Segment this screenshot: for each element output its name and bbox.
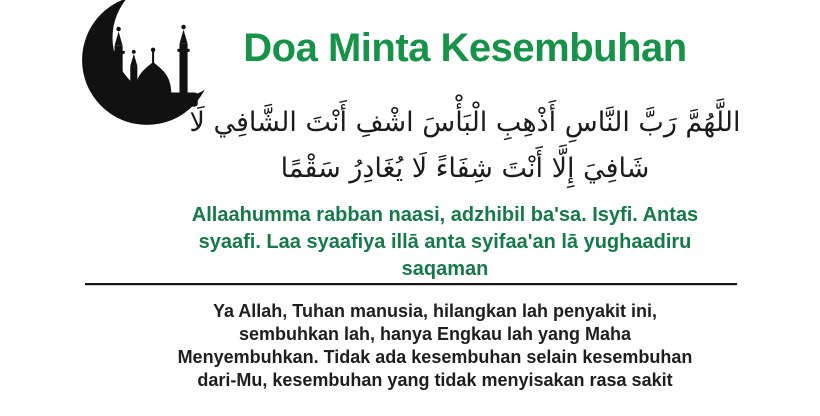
translation-text [110, 300, 760, 392]
transliteration-text [120, 202, 770, 283]
translation-line: sembuhkan lah, hanya Engkau lah yang Maha [238, 324, 632, 344]
translation-line: dari-Mu, kesembuhan yang tidak menyisakan rasa sakit [197, 370, 673, 390]
divider-line [85, 283, 737, 286]
transliteration-line: saqaman [401, 258, 489, 280]
transliteration-line: Allaahumma rabban naasi, adzhibil ba'sa. Isyfi. Antas [191, 204, 699, 226]
arabic-prayer-text [140, 100, 790, 192]
translation-line: Menyembuhkan. Tidak ada kesembuhan selain kesembuhan [177, 347, 693, 367]
arabic-line: شَافِيَ إِلَّا أَنْتَ شِفَاءً لَا يُغَادِرُ سَقْمًا [280, 153, 650, 184]
page-title: Doa Minta Kesembuhan [243, 26, 687, 70]
translation-line: Ya Allah, Tuhan manusia, hilangkan lah penyakit ini, [212, 301, 658, 321]
transliteration-line: syaafi. Laa syaafiya illā anta syifaa'an lā yughaadiru [198, 231, 692, 253]
arabic-line: اللَّهُمَّ رَبَّ النَّاسِ أَذْهِبِ الْبَأْسَ اشْفِ أَنْتَ الشَّافِي لَا [189, 107, 741, 138]
